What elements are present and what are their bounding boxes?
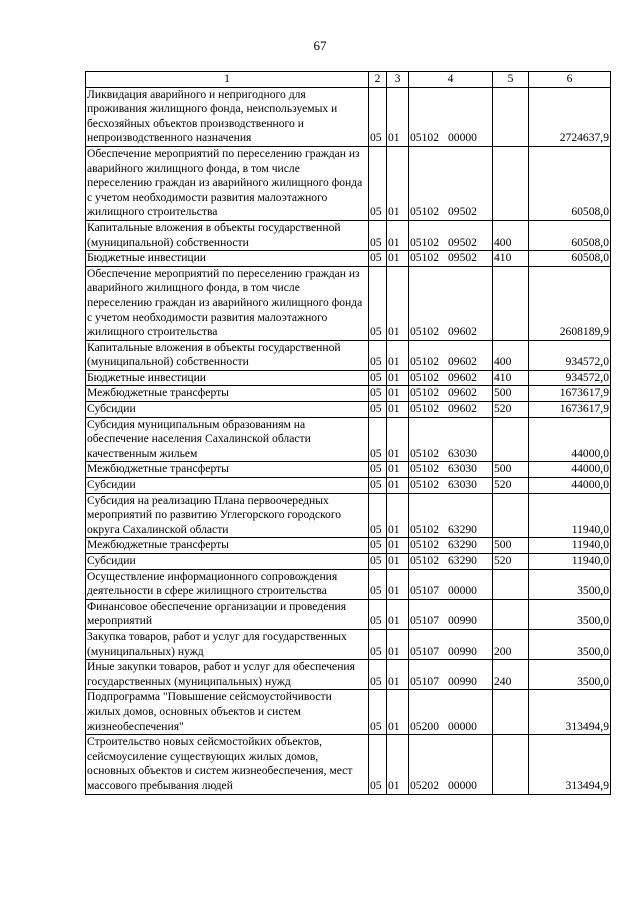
row-amount: 44000,0	[529, 417, 611, 462]
row-csr	[409, 251, 493, 267]
row-csr-item: 09602	[447, 370, 477, 384]
row-name: Бюджетные инвестиции	[86, 251, 369, 267]
table-row	[86, 569, 611, 599]
row-vr	[493, 266, 529, 340]
row-csr-item: 63290	[447, 554, 477, 567]
row-name: Субсидия муниципальным образованиям на обеспечение населения Сахалинской области качественным жильем	[86, 417, 369, 462]
row-csr-item: 09502	[447, 251, 477, 265]
table-row	[86, 660, 611, 690]
row-csr	[409, 629, 493, 659]
row-pr: 01	[387, 402, 409, 418]
table-row	[86, 370, 611, 386]
row-rz: 05	[369, 478, 387, 494]
row-name: Финансовое обеспечение организации и проведения мероприятий	[86, 599, 369, 629]
row-csr	[409, 493, 493, 538]
row-amount: 313494,9	[529, 690, 611, 735]
row-amount: 11940,0	[529, 538, 611, 554]
row-name: Субсидии	[86, 402, 369, 418]
row-csr-program: 05102	[410, 554, 439, 567]
row-csr-item: 00000	[447, 719, 477, 733]
row-name: Капитальные вложения в объекты государственной (муниципальной) собственности	[86, 340, 369, 370]
row-csr-item: 63030	[447, 446, 477, 460]
table-body	[86, 87, 611, 794]
table-row	[86, 266, 611, 340]
row-rz: 05	[369, 340, 387, 370]
row-vr: 410	[493, 251, 529, 267]
row-name: Субсидии	[86, 478, 369, 494]
row-csr-item: 63030	[447, 478, 477, 492]
row-csr-item: 09602	[447, 386, 477, 400]
table-row	[86, 417, 611, 462]
row-name: Осуществление информационного сопровождения деятельности в сфере жилищного строительства	[86, 569, 369, 599]
row-csr	[409, 690, 493, 735]
row-vr	[493, 417, 529, 462]
row-vr: 520	[493, 554, 529, 570]
row-pr: 01	[387, 266, 409, 340]
row-rz: 05	[369, 417, 387, 462]
row-csr-item: 00990	[447, 674, 477, 688]
row-name: Субсидия на реализацию Плана первоочередных мероприятий по развитию Углегорского городского округа Сахалинской области	[86, 493, 369, 538]
row-amount: 44000,0	[529, 478, 611, 494]
table-row	[86, 538, 611, 554]
table-row	[86, 251, 611, 267]
row-amount: 11940,0	[529, 554, 611, 570]
row-csr	[409, 478, 493, 494]
row-csr-program: 05102	[410, 522, 439, 536]
row-vr: 400	[493, 220, 529, 250]
row-vr	[493, 493, 529, 538]
row-vr: 410	[493, 370, 529, 386]
row-amount: 2608189,9	[529, 266, 611, 340]
page-number: 67	[313, 38, 327, 53]
row-csr-item: 00000	[447, 131, 477, 145]
table-row	[86, 599, 611, 629]
table-header-row	[86, 72, 611, 88]
row-csr	[409, 538, 493, 554]
row-csr	[409, 402, 493, 418]
row-name: Межбюджетные трансферты	[86, 538, 369, 554]
row-pr: 01	[387, 220, 409, 250]
header-cell: 6	[529, 72, 611, 88]
row-csr-program: 05107	[410, 644, 439, 658]
row-name: Межбюджетные трансферты	[86, 386, 369, 402]
row-amount: 44000,0	[529, 462, 611, 478]
row-vr: 400	[493, 340, 529, 370]
row-csr-item: 09602	[447, 325, 477, 339]
table-row	[86, 493, 611, 538]
row-name: Субсидии	[86, 554, 369, 570]
row-vr: 500	[493, 462, 529, 478]
row-csr-program: 05107	[410, 674, 439, 688]
row-amount: 11940,0	[529, 493, 611, 538]
table-row	[86, 402, 611, 418]
row-amount: 1673617,9	[529, 402, 611, 418]
row-rz: 05	[369, 370, 387, 386]
table-row	[86, 629, 611, 659]
row-name: Обеспечение мероприятий по переселению граждан из аварийного жилищного фонда, в том числе переселению граждан из аварийного жилищного фонда с учетом необходимости развития малоэтажного жилищного строительства	[86, 146, 369, 220]
row-rz: 05	[369, 251, 387, 267]
table-row	[86, 478, 611, 494]
table-row	[86, 735, 611, 794]
row-csr-item: 63290	[447, 522, 477, 536]
row-csr	[409, 599, 493, 629]
row-name: Межбюджетные трансферты	[86, 462, 369, 478]
header-cell: 1	[86, 72, 369, 88]
row-csr	[409, 87, 493, 146]
row-pr: 01	[387, 599, 409, 629]
row-rz: 05	[369, 569, 387, 599]
row-pr: 01	[387, 554, 409, 570]
row-csr-program: 05102	[410, 325, 439, 339]
row-name: Иные закупки товаров, работ и услуг для обеспечения государственных (муниципальных) нужд	[86, 660, 369, 690]
row-pr: 01	[387, 370, 409, 386]
row-csr-program: 05102	[410, 205, 439, 219]
row-vr	[493, 599, 529, 629]
row-csr	[409, 462, 493, 478]
header-cell: 2	[369, 72, 387, 88]
row-csr	[409, 569, 493, 599]
row-rz: 05	[369, 554, 387, 570]
row-vr	[493, 690, 529, 735]
row-pr: 01	[387, 417, 409, 462]
row-pr: 01	[387, 660, 409, 690]
row-name: Капитальные вложения в объекты государственной (муниципальной) собственности	[86, 220, 369, 250]
row-csr-program: 05102	[410, 478, 439, 492]
row-csr	[409, 146, 493, 220]
row-amount: 934572,0	[529, 340, 611, 370]
row-csr	[409, 370, 493, 386]
row-pr: 01	[387, 146, 409, 220]
row-vr: 240	[493, 660, 529, 690]
row-csr-item: 09602	[447, 402, 477, 416]
row-csr-program: 05102	[410, 538, 439, 552]
row-rz: 05	[369, 266, 387, 340]
row-pr: 01	[387, 87, 409, 146]
row-csr-program: 05102	[410, 462, 439, 476]
row-vr	[493, 87, 529, 146]
row-amount: 3500,0	[529, 599, 611, 629]
row-rz: 05	[369, 146, 387, 220]
row-csr-item: 00000	[447, 778, 477, 792]
row-vr: 520	[493, 478, 529, 494]
row-pr: 01	[387, 462, 409, 478]
row-pr: 01	[387, 735, 409, 794]
row-rz: 05	[369, 386, 387, 402]
row-amount: 60508,0	[529, 220, 611, 250]
row-name: Строительство новых сейсмостойких объектов, сейсмоусиление существующих жилых домов, основных объектов и систем жизнеобеспечения, мест массового пребывания людей	[86, 735, 369, 794]
row-name: Подпрограмма "Повышение сейсмоустойчивости жилых домов, основных объектов и систем жизнеобеспечения"	[86, 690, 369, 735]
row-csr-item: 09602	[447, 355, 477, 369]
row-name: Закупка товаров, работ и услуг для государственных (муниципальных) нужд	[86, 629, 369, 659]
row-rz: 05	[369, 493, 387, 538]
table-row	[86, 462, 611, 478]
row-csr-program: 05102	[410, 370, 439, 384]
row-amount: 313494,9	[529, 735, 611, 794]
header-cell: 5	[493, 72, 529, 88]
row-csr	[409, 660, 493, 690]
row-amount: 60508,0	[529, 251, 611, 267]
table-row	[86, 386, 611, 402]
row-pr: 01	[387, 386, 409, 402]
row-pr: 01	[387, 478, 409, 494]
row-rz: 05	[369, 690, 387, 735]
row-amount: 3500,0	[529, 629, 611, 659]
header-cell: 3	[387, 72, 409, 88]
row-vr: 500	[493, 538, 529, 554]
row-pr: 01	[387, 340, 409, 370]
row-vr	[493, 569, 529, 599]
row-csr-program: 05102	[410, 251, 439, 265]
row-rz: 05	[369, 538, 387, 554]
row-csr	[409, 266, 493, 340]
row-csr-item: 00000	[447, 584, 477, 598]
table-row	[86, 340, 611, 370]
row-pr: 01	[387, 493, 409, 538]
row-vr	[493, 146, 529, 220]
row-csr-program: 05107	[410, 584, 439, 598]
row-amount: 3500,0	[529, 660, 611, 690]
table-row	[86, 690, 611, 735]
row-csr	[409, 220, 493, 250]
table-row	[86, 220, 611, 250]
row-name: Ликвидация аварийного и непригодного для проживания жилищного фонда, неиспользуемых и бесхозяйных объектов производственного и непроизводственного назначения	[86, 87, 369, 146]
row-csr	[409, 735, 493, 794]
row-csr-program: 05102	[410, 131, 439, 145]
row-csr-program: 05102	[410, 446, 439, 460]
row-amount: 60508,0	[529, 146, 611, 220]
row-csr	[409, 417, 493, 462]
row-csr	[409, 340, 493, 370]
row-rz: 05	[369, 735, 387, 794]
row-rz: 05	[369, 629, 387, 659]
row-pr: 01	[387, 569, 409, 599]
row-name: Обеспечение мероприятий по переселению граждан из аварийного жилищного фонда, в том числе переселению граждан из аварийного жилищного фонда с учетом необходимости развития малоэтажного жилищного строительства	[86, 266, 369, 340]
row-rz: 05	[369, 402, 387, 418]
row-name: Бюджетные инвестиции	[86, 370, 369, 386]
row-vr	[493, 735, 529, 794]
row-rz: 05	[369, 87, 387, 146]
row-rz: 05	[369, 599, 387, 629]
row-csr-item: 09502	[447, 235, 477, 249]
row-csr-program: 05200	[410, 719, 439, 733]
row-csr-item: 00990	[447, 614, 477, 628]
row-vr: 500	[493, 386, 529, 402]
row-rz: 05	[369, 660, 387, 690]
budget-table	[85, 71, 611, 795]
row-csr-item: 63030	[447, 462, 477, 476]
row-csr-program: 05102	[410, 386, 439, 400]
row-csr-item: 63290	[447, 538, 477, 552]
row-amount: 3500,0	[529, 569, 611, 599]
row-amount: 1673617,9	[529, 386, 611, 402]
row-vr: 200	[493, 629, 529, 659]
table-row	[86, 554, 611, 570]
row-csr-item: 09502	[447, 205, 477, 219]
table-row	[86, 146, 611, 220]
row-pr: 01	[387, 538, 409, 554]
row-amount: 2724637,9	[529, 87, 611, 146]
row-amount: 934572,0	[529, 370, 611, 386]
row-csr	[409, 386, 493, 402]
table-row	[86, 87, 611, 146]
row-csr-program: 05107	[410, 614, 439, 628]
row-pr: 01	[387, 251, 409, 267]
row-pr: 01	[387, 629, 409, 659]
row-csr	[409, 554, 493, 570]
row-csr-program: 05202	[410, 778, 439, 792]
row-rz: 05	[369, 462, 387, 478]
row-csr-program: 05102	[410, 355, 439, 369]
row-csr-program: 05102	[410, 235, 439, 249]
header-cell: 4	[409, 72, 493, 88]
row-pr: 01	[387, 690, 409, 735]
row-csr-program: 05102	[410, 402, 439, 416]
row-vr: 520	[493, 402, 529, 418]
row-csr-item: 00990	[447, 644, 477, 658]
row-rz: 05	[369, 220, 387, 250]
